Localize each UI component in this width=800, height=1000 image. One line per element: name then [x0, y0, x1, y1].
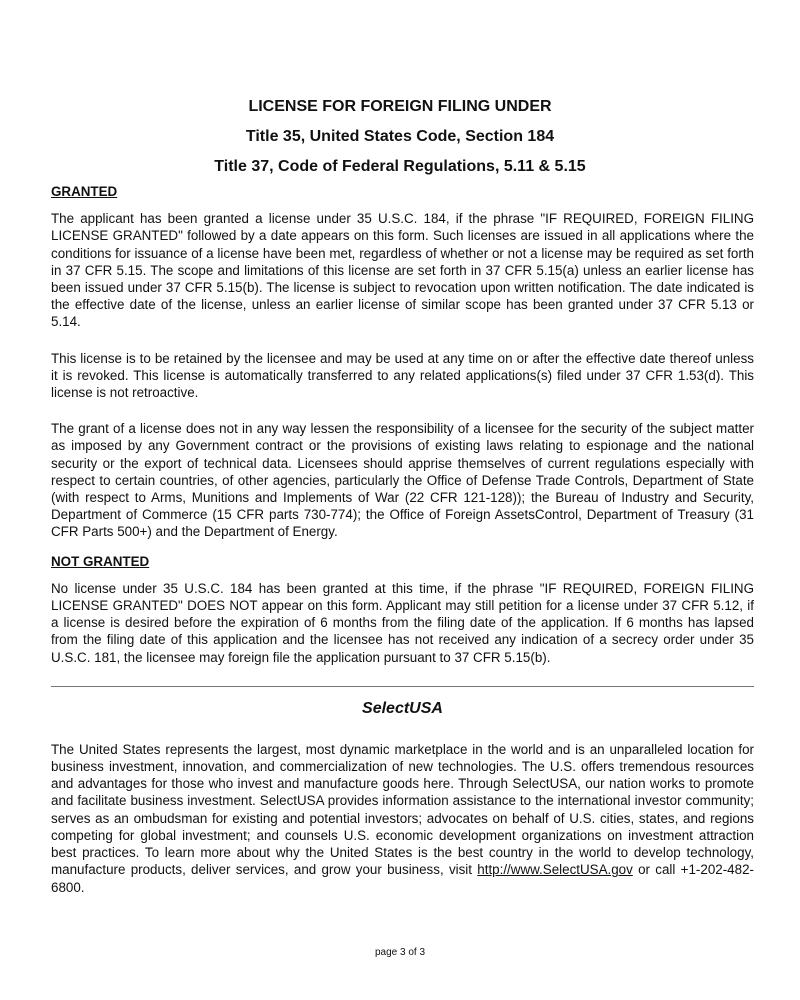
granted-paragraph-3: The grant of a license does not in any way lessen the responsibility of a licensee for the security of the subject matter as imposed by any Government contract or the provisions of existing laws relating to espionage and the national security or the export of technical data. Licensees should apprise themselves of current regulations especially with respect to certain countries, of other agencies, particularly the Office of Defense Trade Controls, Department of State (with respect to Arms, Munitions and Implements of War (22 CFR 121-128)); the Bureau of Industry and Security, Department of Commerce (15 CFR parts 730-774); the Office of Foreign AssetsControl, Department of Treasury (31 CFR Parts 500+) and the Department of Energy.	[51, 421, 754, 540]
granted-heading: GRANTED	[51, 184, 118, 199]
selectusa-title: SelectUSA	[362, 699, 443, 717]
not-granted-heading: NOT GRANTED	[51, 553, 150, 569]
selectusa-text-after-link: or call +1-202-482-6800.	[51, 862, 754, 895]
selectusa-paragraph	[51, 741, 754, 896]
document-title-block	[0, 92, 800, 182]
section-divider	[51, 686, 754, 687]
selectusa-text-before-link: The United States represents the largest, most dynamic marketplace in the world and is an unparalleled location for business investment, innovation, and commercialization of new technologies. The U.S. offers tremendous resources and advantages for those who invest and manufacture goods here. Through SelectUSA, our nation works to promote and facilitate business investment. SelectUSA provides information assistance to the international investor community; serves as an ombudsman for existing and potential investors; advocates on behalf of U.S. cities, states, and regions competing for global investment; and counsels U.S. economic development organizations on investment attraction best practices. To learn more about why the United States is the best country in the world to develop technology, manufacture products, deliver services, and grow your business, visit	[51, 741, 754, 878]
title-line-3: Title 37, Code of Federal Regulations, 5.11 & 5.15	[214, 158, 586, 175]
selectusa-website-link[interactable]: http://www.SelectUSA.gov	[477, 862, 633, 878]
page-number: page 3 of 3	[374, 947, 426, 958]
title-line-2: Title 35, United States Code, Section 184	[245, 128, 555, 145]
title-line-1: LICENSE FOR FOREIGN FILING UNDER	[248, 98, 552, 115]
document-body	[51, 183, 754, 896]
granted-paragraph-1: The applicant has been granted a license under 35 U.S.C. 184, if the phrase "IF REQUIRED, FOREIGN FILING LICENSE GRANTED" followed by a date appears on this form. Such licenses are issued in all applications where the conditions for issuance of a license have been met, regardless of whether or not a license may be required as set forth in 37 CFR 5.15. The scope and limitations of this license are set forth in 37 CFR 5.15(a) unless an earlier license has been issued under 37 CFR 5.15(b). The license is subject to revocation upon written notification. The date indicated is the effective date of the license, unless an earlier license of similar scope has been granted under 37 CFR 5.13 or 5.14.	[51, 211, 754, 330]
not-granted-paragraph: No license under 35 U.S.C. 184 has been granted at this time, if the phrase "IF REQUIRED, FOREIGN FILING LICENSE GRANTED" DOES NOT appear on this form. Applicant may still petition for a license under 37 CFR 5.12, if a license is desired before the expiration of 6 months from the filing date of the application. If 6 months has lapsed from the filing date of this application and the licensee has not received any indication of a secrecy order under 35 U.S.C. 181, the licensee may foreign file the application pursuant to 37 CFR 5.15(b).	[51, 580, 754, 665]
granted-paragraph-2: This license is to be retained by the licensee and may be used at any time on or after the effective date thereof unless it is revoked. This license is automatically transferred to any related applications(s) filed under 37 CFR 1.53(d). This license is not retroactive.	[51, 350, 754, 401]
